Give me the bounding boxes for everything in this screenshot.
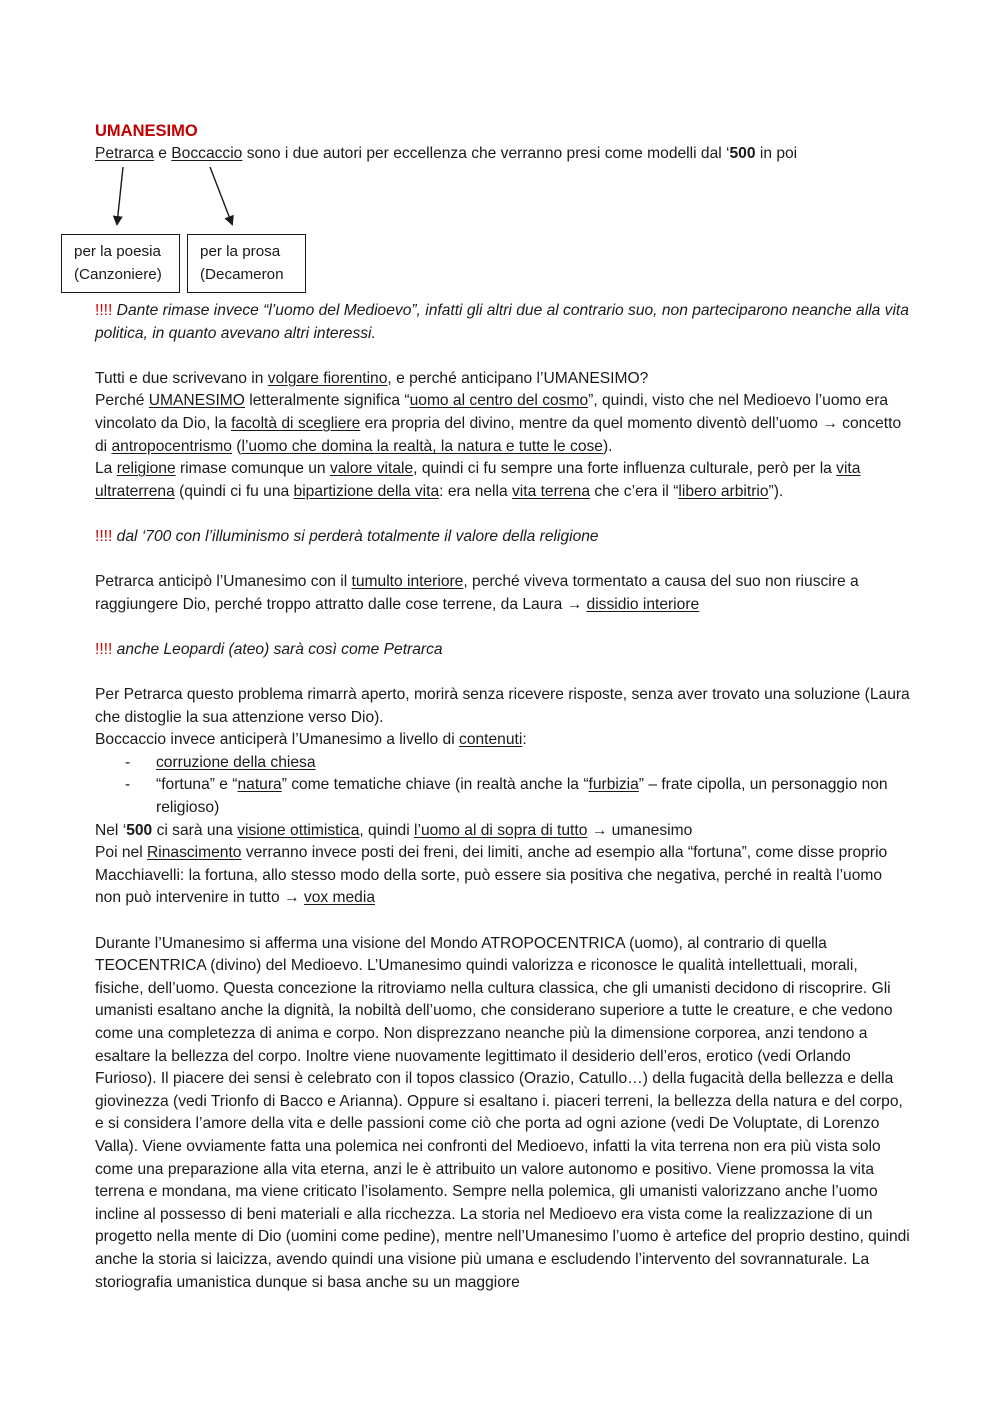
paragraph-antropocentrica: Durante l’Umanesimo si afferma una visione del Mondo ATROPOCENTRICA (uomo), al contrario di quella TEOCENTRICA (divino) del Medioevo. L’Umanesimo quindi valorizza e riconosce le qualità intellettuali, morali, fisiche, dell’uomo. Questa concezione la ritroviamo nella cultura classica, che gli umanisti decidono di riscoprire. Gli umanisti esaltano anche la dignità, la nobiltà dell’uomo, che considerano superiore a tutte le creature, e che vedono come una completezza di anima e corpo. Non disprezzano neanche più la dimensione corporea, anzi tendono a esaltare la bellezza del corpo. Inoltre viene nuovamente legittimato il desiderio dell’eros, erotico (vedi Orlando Furioso). Il piacere dei sensi è celebrato con il topos classico (Orazio, Catullo…) della fugacità della bellezza e della giovinezza (vedi Trionfo di Bacco e Arianna). Oppure si esaltano i. piaceri terreni, la bellezza della natura e del corpo, e si considera l’amore della vita e delle passioni come ciò che porta ad ogni azione (vedi De Voluptate, di Lorenzo Valla). Viene ovviamente fatta una polemica nei confronti del Medioevo, infatti la vita terrena non era più vista solo come una preparazione alla vita eterna, anzi le è attribuito un valore autonomo e positivo. Viene promossa la vita terrena e mondana, ma viene criticato l’isolamento. Sempre nella polemica, gli umanisti valorizzano anche l’uomo incline al possesso di beni materiali e alla ricchezza. La storia nel Medioevo era vista come la realizzazione di un progetto nella mente di Dio (uomini come pedine), mentre nell’Umanesimo l’uomo è artefice del proprio destino, quindi anche la storia si laicizza, avendo quindi una visione più umana e escludendo l’intervento del sovrannaturale. La storiografia umanistica dunque si basa anche su un maggiore bbox=[95, 934, 910, 1291]
arrow-boccaccio bbox=[210, 167, 232, 224]
poetry-box-work: (Canzoniere) bbox=[74, 265, 162, 283]
paragraph-religione: La religione rimase comunque un valore vitale, quindi ci fu sempre una forte influenza culturale, però per la vita ultraterrena (quindi ci fu una bipartizione della vita: era nella vita terrena che c’era il “libero arbitrio”). bbox=[95, 460, 861, 500]
note-illuminismo bbox=[95, 526, 910, 549]
paragraph-petrarca: Petrarca anticipò l’Umanesimo con il tumulto interiore, perché viveva tormentato a causa del suo non riuscire a raggiungere Dio, perché troppo attratto dalle cose terrene, da Laura → dissidio interiore bbox=[95, 573, 859, 613]
poetry-box bbox=[61, 234, 180, 293]
prose-box bbox=[187, 234, 306, 293]
page-title: UMANESIMO bbox=[95, 122, 198, 140]
note-text: Dante rimase invece “l’uomo del Medioevo”, infatti gli altri due al contrario suo, non parteciparono neanche alla vita politica, in quanto avevano altri interessi. bbox=[95, 302, 909, 342]
arrow-petrarca bbox=[117, 167, 123, 224]
paragraph-500: Nel ‘500 ci sarà una visione ottimistica, quindi l’uomo al di sopra di tutto → umanesimo bbox=[95, 821, 693, 839]
boccaccio-link: Boccaccio bbox=[171, 145, 243, 162]
prose-box-work: (Decameron bbox=[200, 265, 284, 283]
note-text: anche Leopardi (ateo) sarà così come Petrarca bbox=[112, 640, 443, 658]
contents-list bbox=[95, 752, 910, 820]
warning-marks: !!!! bbox=[95, 527, 113, 545]
intro-text: e bbox=[153, 145, 172, 162]
petrarca-link: Petrarca bbox=[95, 145, 154, 162]
paragraph-rinascimento: Poi nel Rinascimento verranno invece posti dei freni, dei limiti, anche ad esempio alla “fortuna”, come disse proprio Macchiavelli: la fortuna, allo stesso modo della sorte, può essere sia positiva che negativa, perché in realtà l’uomo non può intervenire in tutto → vox media bbox=[95, 844, 888, 907]
paragraph-boccaccio: Boccaccio invece anticiperà l’Umanesimo a livello di contenuti: bbox=[95, 731, 527, 749]
paragraph-umanesimo: Perché UMANESIMO letteralmente significa “uomo al centro del cosmo”, quindi, visto che nel Medioevo l’uomo era vincolato da Dio, la facoltà di scegliere era propria del divino, mentre da quel momento diventò dell’uomo → concetto di antropocentrismo (l’uomo che domina la realtà, la natura e tutte le cose). bbox=[95, 392, 902, 455]
warning-marks: !!!! bbox=[95, 640, 113, 658]
note-text: dal ‘700 con l’illuminismo si perderà totalmente il valore della religione bbox=[112, 527, 599, 545]
warning-marks: !!!! bbox=[95, 302, 113, 319]
paragraph-volgare: Tutti e due scrivevano in volgare fiorentino, e perché anticipano l’UMANESIMO? bbox=[95, 369, 649, 387]
poetry-box-label: per la poesia bbox=[74, 243, 161, 260]
list-item: - corruzione della chiesa bbox=[125, 753, 316, 771]
note-dante bbox=[95, 300, 910, 345]
prose-box-label: per la prosa bbox=[200, 243, 281, 260]
body-text bbox=[95, 300, 910, 1294]
intro-text: sono i due autori per eccellenza che verranno presi come modelli dal ‘ bbox=[242, 145, 730, 162]
paragraph-problema: Per Petrarca questo problema rimarrà aperto, morirà senza ricevere risposte, senza aver trovato una soluzione (Laura che distoglie la sua attenzione verso Dio). bbox=[95, 686, 910, 726]
intro-year: 500 bbox=[729, 145, 756, 162]
intro-text: in poi bbox=[755, 145, 798, 162]
note-leopardi bbox=[95, 639, 910, 662]
list-item: - “fortuna” e “natura” come tematiche chiave (in realtà anche la “furbizia” – frate cipolla, un personaggio non religioso) bbox=[125, 776, 888, 817]
